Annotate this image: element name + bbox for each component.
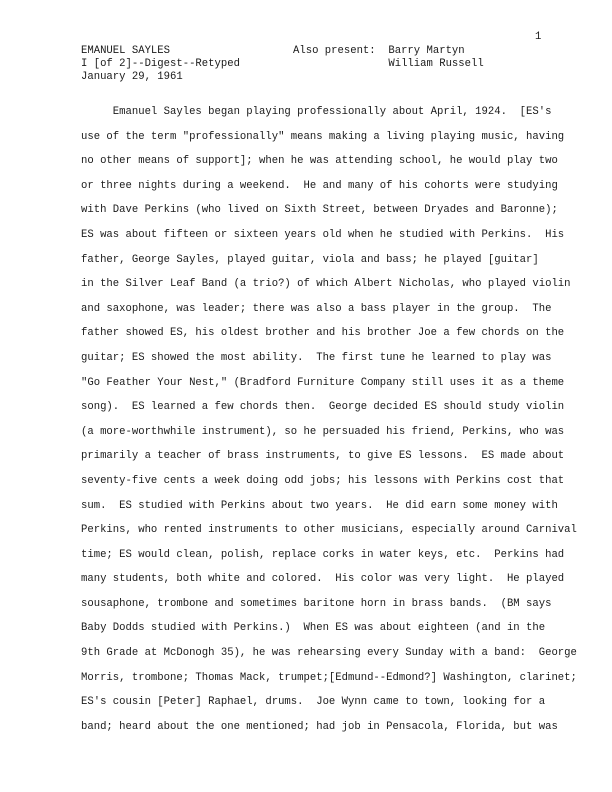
body-line: in the Silver Leaf Band (a trio?) of which Albert Nicholas, who played violin <box>81 278 571 291</box>
body-line: primarily a teacher of brass instruments, to give ES lessons. ES made about <box>81 450 565 463</box>
body-line: ES was about fifteen or sixteen years old when he studied with Perkins. His <box>81 228 565 241</box>
body-line: (a more-worthwhile instrument), so he persuaded his friend, Perkins, who was <box>81 425 565 438</box>
body-line: and saxophone, was leader; there was also a bass player in the group. The <box>81 302 552 315</box>
body-line: with Dave Perkins (who lived on Sixth Street, between Dryades and Baronne); <box>81 204 558 217</box>
body-line: Perkins, who rented instruments to other musicians, especially around Carnival <box>81 524 577 537</box>
interview-date: January 29, 1961 <box>81 71 183 83</box>
body-line: or three nights during a weekend. He and many of his cohorts were studying <box>81 179 558 192</box>
body-line: 9th Grade at McDonogh 35), he was rehearsing every Sunday with a band: George <box>81 647 577 660</box>
body-line: many students, both white and colored. His color was very light. He played <box>81 573 565 586</box>
body-line: no other means of support]; when he was attending school, he would play two <box>81 155 558 168</box>
body-line: song). ES learned a few chords then. George decided ES should study violin <box>81 401 565 414</box>
also-present-line: William Russell <box>293 58 484 70</box>
body-line: sum. ES studied with Perkins about two years. He did earn some money with <box>81 499 558 512</box>
body-line: time; ES would clean, polish, replace corks in water keys, etc. Perkins had <box>81 548 565 561</box>
interviewee-name: EMANUEL SAYLES <box>81 45 171 57</box>
body-line: "Go Feather Your Nest," (Bradford Furniture Company still uses it as a theme <box>81 376 565 389</box>
body-line: sousaphone, trombone and sometimes baritone horn in brass bands. (BM says <box>81 597 552 610</box>
body-line: father showed ES, his oldest brother and his brother Joe a few chords on the <box>81 327 565 340</box>
body-line: father, George Sayles, played guitar, viola and bass; he played [guitar] <box>81 253 539 266</box>
body-line: Emanuel Sayles began playing professionally about April, 1924. [ES's <box>81 106 552 118</box>
body-line: ES's cousin [Peter] Raphael, drums. Joe Wynn came to town, looking for a <box>81 696 546 709</box>
transcript-description: I [of 2]--Digest--Retyped <box>81 58 240 70</box>
header-right <box>293 45 484 71</box>
body-line: seventy-five cents a week doing odd jobs; his lessons with Perkins cost that <box>81 474 565 487</box>
body-line: band; heard about the one mentioned; had job in Pensacola, Florida, but was <box>81 720 558 733</box>
body-line: Morris, trombone; Thomas Mack, trumpet;[Edmund--Edmond?] Washington, clarinet; <box>81 671 577 684</box>
body-line: guitar; ES showed the most ability. The first tune he learned to play was <box>81 351 552 364</box>
body-text <box>81 100 577 739</box>
page-number: 1 <box>535 31 542 43</box>
also-present-line: Also present: Barry Martyn <box>293 45 465 57</box>
body-line: Baby Dodds studied with Perkins.) When ES was about eighteen (and in the <box>81 622 546 635</box>
body-line: use of the term "professionally" means making a living playing music, having <box>81 130 565 143</box>
header-left <box>81 45 240 84</box>
